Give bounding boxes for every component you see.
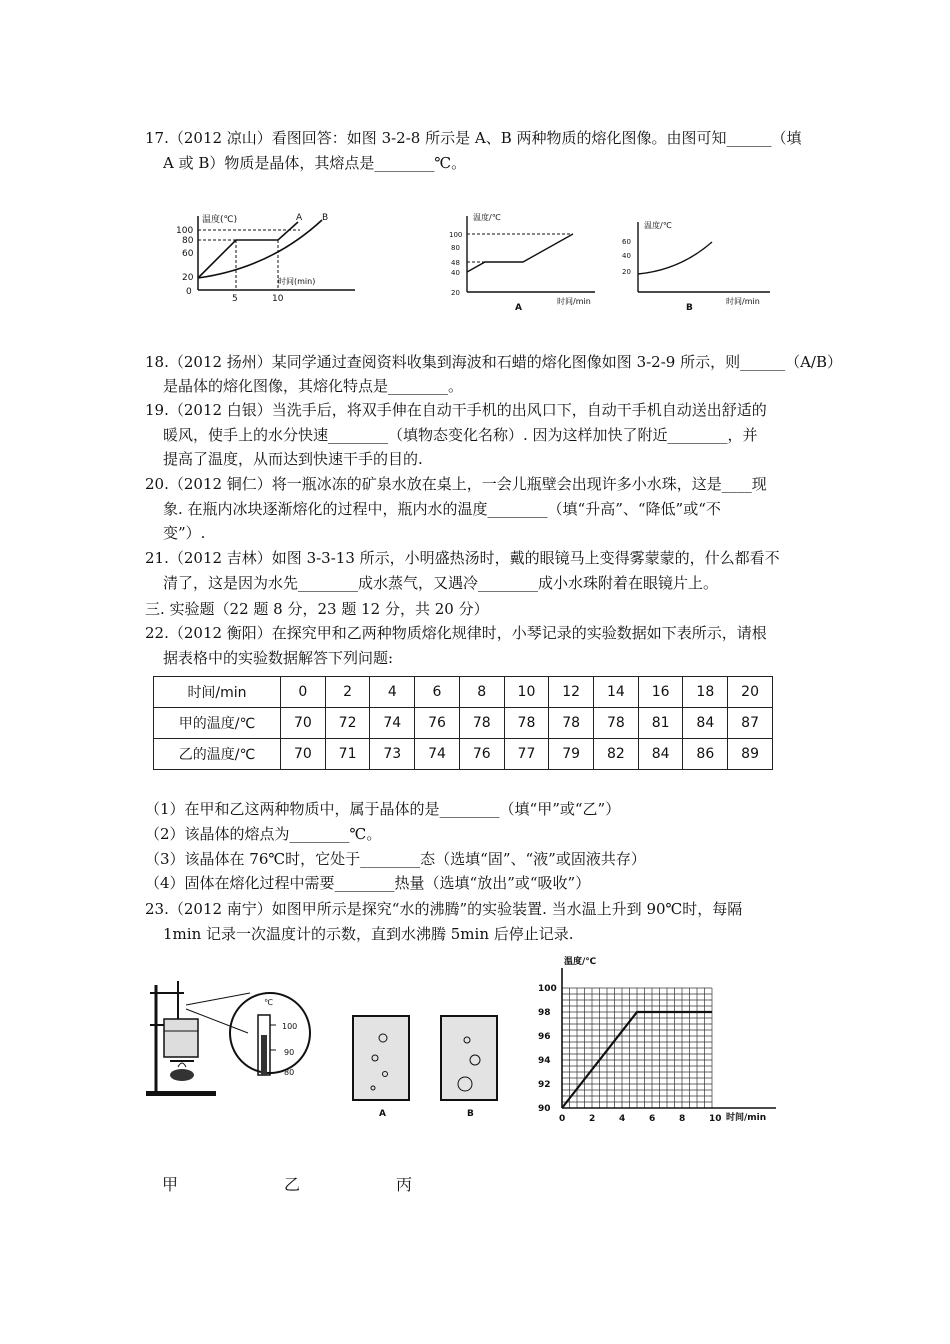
beaker-label-B: B (467, 1109, 474, 1119)
table-cell: 82 (594, 739, 639, 770)
x-tick-label: 0 (559, 1114, 566, 1124)
figA-ytick: 20 (451, 289, 460, 297)
fig1-xtick: 10 (272, 294, 284, 304)
y-tick-label: 98 (538, 1008, 551, 1018)
figure-3-2-8 (170, 208, 370, 308)
table-cell: 76 (459, 739, 504, 770)
figA-xlabel: 时间/min (557, 297, 591, 306)
table-cell: 84 (638, 739, 683, 770)
y-tick-label: 100 (538, 984, 557, 994)
x-tick-label: 10 (709, 1114, 722, 1124)
table-cell: 72 (325, 708, 370, 739)
caption-jia: 甲 (162, 1175, 179, 1194)
x-tick-label: 2 (589, 1114, 596, 1124)
table-cell: 74 (415, 739, 460, 770)
table-cell: 78 (504, 708, 549, 739)
fig1-xtick: 5 (232, 294, 238, 304)
curve-A (467, 234, 573, 272)
table-header-label: 时间/min (154, 677, 281, 708)
q22-sub2: （2）该晶体的熔点为________℃。 (145, 825, 382, 843)
figB-ytick: 60 (622, 238, 631, 246)
x-tick-label: 6 (649, 1114, 656, 1124)
table-cell: 18 (683, 677, 728, 708)
table-cell: 78 (459, 708, 504, 739)
table-row-label: 乙的温度/℃ (154, 739, 281, 770)
y-tick-label: 96 (538, 1032, 551, 1042)
data-table (153, 676, 773, 770)
table-cell: 12 (549, 677, 594, 708)
thermo-tick: 100 (282, 1022, 298, 1031)
graph-xlabel: 时间/min (726, 1113, 767, 1123)
table-cell: 78 (594, 708, 639, 739)
y-tick-label: 94 (538, 1056, 551, 1066)
table-cell: 89 (728, 739, 773, 770)
fig1-ytick: 60 (182, 249, 194, 259)
q17-line1: 17.（2012 凉山）看图回答：如图 3-2-8 所示是 A、B 两种物质的熔化图像。由图可知______（填 (145, 129, 802, 147)
q20-line1: 20.（2012 铜仁）将一瓶冰冻的矿泉水放在桌上，一会儿瓶壁会出现许多小水珠，这是____现 (145, 475, 767, 493)
q22-sub4: （4）固体在熔化过程中需要________热量（选填“放出”或“吸收”） (145, 874, 591, 892)
q23-line1: 23.（2012 南宁）如图甲所示是探究“水的沸腾”的实验装置. 当水温上升到 90℃时，每隔 (145, 900, 743, 918)
figA-ytick: 40 (451, 269, 460, 277)
table-cell: 77 (504, 739, 549, 770)
table-cell: 70 (281, 739, 326, 770)
thermo-unit: ℃ (264, 998, 273, 1007)
table-cell: 86 (683, 739, 728, 770)
table-cell: 20 (728, 677, 773, 708)
q19-line3: 提高了温度，从而达到快速干手的目的. (163, 450, 423, 468)
q23-line2: 1min 记录一次温度计的示数，直到水沸腾 5min 后停止记录. (163, 925, 574, 943)
table-cell: 81 (638, 708, 683, 739)
table-row (154, 708, 773, 739)
table-cell: 4 (370, 677, 415, 708)
grid (562, 988, 712, 1108)
table-cell: 74 (370, 708, 415, 739)
q20-line3: 变”）. (163, 524, 206, 542)
table-cell: 87 (728, 708, 773, 739)
table-cell: 71 (325, 739, 370, 770)
q19-line2: 暖风，使手上的水分快速________（填物态变化名称）. 因为这样加快了附近________，并 (163, 426, 758, 444)
q20-line2: 象. 在瓶内冰块逐渐熔化的过程中，瓶内水的温度________（填“升高”、“降低”或“不 (163, 500, 721, 518)
thermo-tick: 90 (284, 1048, 295, 1057)
fig1-xlabel: 时间(min) (278, 277, 316, 286)
figA-caption: A (515, 303, 522, 313)
figB-ylabel: 温度/℃ (644, 221, 672, 230)
q22-line1: 22.（2012 衡阳）在探究甲和乙两种物质熔化规律时，小琴记录的实验数据如下表所示，请根 (145, 624, 767, 642)
y-tick-label: 92 (538, 1080, 551, 1090)
figA-ytick: 80 (451, 244, 460, 252)
table-cell: 2 (325, 677, 370, 708)
table-row (154, 677, 773, 708)
fig1-ytick: 20 (182, 273, 194, 283)
caption-yi: 乙 (284, 1175, 301, 1194)
table-cell: 6 (415, 677, 460, 708)
table-cell: 84 (683, 708, 728, 739)
figB-xlabel: 时间/min (726, 297, 760, 306)
table-row (154, 739, 773, 770)
graph-ylabel: 温度/℃ (564, 957, 597, 967)
table-cell: 14 (594, 677, 639, 708)
fig1-ytick: 100 (176, 226, 194, 236)
figure-jia-apparatus (142, 975, 312, 1105)
q17-line2: A 或 B）物质是晶体，其熔点是________℃。 (163, 154, 467, 172)
thermo-tick: 80 (284, 1068, 295, 1077)
q21-line2: 清了，这是因为水先________成水蒸气，又遇冷________成小水珠附着在眼镜片上。 (163, 574, 719, 592)
table-row-label: 甲的温度/℃ (154, 708, 281, 739)
q19-line1: 19.（2012 白银）当洗手后，将双手伸在自动干手机的出风口下，自动干手机自动送出舒适的 (145, 401, 767, 419)
table-cell: 8 (459, 677, 504, 708)
table-cell: 70 (281, 708, 326, 739)
table-cell: 78 (549, 708, 594, 739)
fig1-ytick: 0 (186, 287, 192, 297)
table-cell: 10 (504, 677, 549, 708)
caption-bing: 丙 (396, 1175, 413, 1194)
figure-bing-graph (530, 950, 790, 1140)
q18-line2: 是晶体的熔化图像，其熔化特点是________。 (163, 377, 464, 395)
beaker-label-A: A (379, 1109, 386, 1119)
label-B: B (322, 213, 329, 223)
q22-sub1: （1）在甲和乙这两种物质中，属于晶体的是________（填“甲”或“乙”） (145, 800, 621, 818)
q21-line1: 21.（2012 吉林）如图 3-3-13 所示，小明盛热汤时，戴的眼镜马上变得雾蒙蒙的，什么都看不 (145, 549, 780, 567)
table-cell: 0 (281, 677, 326, 708)
q22-line2: 据表格中的实验数据解答下列问题: (163, 649, 394, 667)
figB-ytick: 40 (622, 252, 631, 260)
fig1-ylabel: 温度(℃) (202, 215, 238, 225)
table-cell: 73 (370, 739, 415, 770)
figB-ytick: 20 (622, 268, 631, 276)
label-A: A (296, 213, 303, 223)
q22-sub3: （3）该晶体在 76℃时，它处于________态（选填“固”、“液”或固液共存） (145, 850, 646, 868)
figA-ylabel: 温度/℃ (473, 213, 501, 222)
table-cell: 79 (549, 739, 594, 770)
curve-B (638, 242, 712, 274)
figA-ytick: 100 (449, 231, 463, 239)
fig1-ytick: 80 (182, 236, 194, 246)
figure-3-2-9-B (620, 218, 780, 313)
q18-line1: 18.（2012 扬州）某同学通过查阅资料收集到海波和石蜡的熔化图像如图 3-2-9 所示，则______（A/B） (145, 353, 843, 371)
figB-caption: B (686, 303, 693, 313)
curve-B (198, 220, 322, 278)
x-tick-label: 8 (679, 1114, 686, 1124)
section-heading: 三. 实验题（22 题 8 分，23 题 12 分，共 20 分） (145, 600, 489, 618)
figA-ytick: 48 (451, 259, 460, 267)
table-cell: 76 (415, 708, 460, 739)
y-tick-label: 90 (538, 1104, 551, 1114)
figure-3-2-9-A (445, 212, 605, 312)
table-cell: 16 (638, 677, 683, 708)
figure-yi-beakers (345, 1010, 525, 1120)
x-tick-label: 4 (619, 1114, 626, 1124)
